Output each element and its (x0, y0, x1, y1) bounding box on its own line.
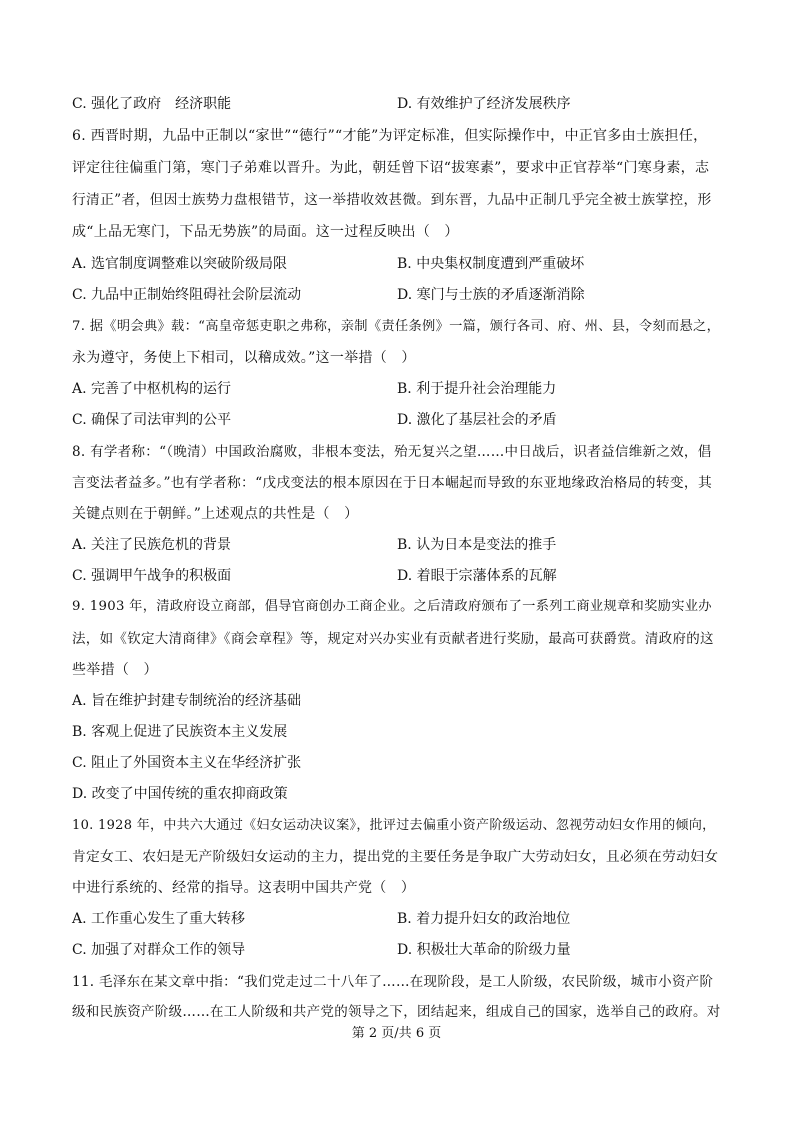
question-10-option-b: B. 着力提升妇女的政治地位 (397, 911, 571, 927)
question-10-line-2: 肯定女工、农妇是无产阶级妇女运动的主力，提出党的主要任务是争取广大劳动妇女，且必须在劳动妇女 (72, 849, 719, 865)
question-6-line-1: 6. 西晋时期，九品中正制以“家世”“德行”“才能”为评定标准，但实际操作中，中正官多由士族担任， (72, 128, 708, 144)
question-6-option-a: A. 选官制度调整难以突破阶级局限 (72, 256, 288, 272)
question-7-line-2: 永为遵守，务使上下相司，以稽成效。”这一举措（ ） (72, 350, 416, 366)
question-9-option-d: D. 改变了中国传统的重农抑商政策 (72, 786, 288, 802)
question-6-option-b: B. 中央集权制度遭到严重破坏 (397, 256, 585, 272)
question-10-line-1: 10. 1928 年，中共六大通过《妇女运动决议案》，批评过去偏重小资产阶级运动、忽视劳动妇女作用的倾向， (72, 818, 716, 833)
question-9-option-a: A. 旨在维护封建专制统治的经济基础 (72, 693, 302, 709)
question-8-line-2: 言变法者益多。”也有学者称：“戊戌变法的根本原因在于日本崛起而导致的东亚地缘政治格局的转变，其 (72, 475, 713, 491)
question-10-option-c: C. 加强了对群众工作的领导 (72, 942, 246, 958)
question-8-option-d: D. 着眼于宗藩体系的瓦解 (397, 568, 557, 584)
question-7-option-b: B. 利于提升社会治理能力 (397, 381, 557, 397)
question-10-line-3: 中进行系统的、经常的指导。这表明中国共产党（ ） (72, 880, 416, 896)
question-6-line-4: 成“上品无寒门，下品无势族”的局面。这一过程反映出（ ） (72, 224, 459, 240)
option-c: C. 强化了政府 经济职能 (72, 96, 232, 112)
page-number: 第 2 页/共 6 页 (351, 1026, 442, 1041)
question-9-option-b: B. 客观上促进了民族资本主义发展 (72, 724, 288, 740)
question-9-line-3: 些举措（ ） (72, 662, 158, 678)
question-9-option-c: C. 阻止了外国资本主义在华经济扩张 (72, 755, 302, 771)
question-6-line-3: 行清正”者，但因士族势力盘根错节，这一举措收效甚微。到东晋，九品中正制几乎完全被士族掌控，形 (72, 192, 712, 208)
option-d: D. 有效维护了经济发展秩序 (397, 96, 571, 112)
question-6-option-c: C. 九品中正制始终阻碍社会阶层流动 (72, 287, 302, 303)
question-8-option-a: A. 关注了民族危机的背景 (72, 537, 232, 553)
question-8-option-b: B. 认为日本是变法的推手 (397, 537, 557, 553)
question-7-line-1: 7. 据《明会典》载：“高皇帝惩吏职之弗称，亲制《责任条例》一篇，颁行各司、府、州、县，令刻而悬之， (72, 319, 721, 334)
question-11-line-2: 级和民族资产阶级……在工人阶级和共产党的领导之下，团结起来，组成自己的国家，选举自己的政府。对 (72, 1004, 721, 1020)
question-7-option-c: C. 确保了司法审判的公平 (72, 412, 232, 428)
question-11-line-1: 11. 毛泽东在某文章中指：“我们党走过二十八年了……在现阶段，是工人阶级，农民阶级，城市小资产阶 (72, 974, 714, 990)
question-6-line-2: 评定往往偏重门第，寒门子弟难以晋升。为此，朝廷曾下诏“拔寒素”，要求中正官荐举“门寒身素，志 (72, 160, 710, 176)
question-8-line-3: 关键点则在于朝鲜。”上述观点的共性是（ ） (72, 506, 359, 522)
question-9-line-2: 法，如《钦定大清商律》《商会章程》等，规定对兴办实业有贡献者进行奖励，最高可获爵赏。清政府的这 (72, 631, 714, 647)
question-10-option-d: D. 积极壮大革命的阶级力量 (397, 942, 571, 958)
question-9-line-1: 9. 1903 年，清政府设立商部，倡导官商创办工商企业。之后清政府颁布了一系列工商业规章和奖励实业办 (72, 599, 712, 614)
question-7-option-a: A. 完善了中枢机构的运行 (72, 381, 232, 397)
question-6-option-d: D. 寒门与士族的矛盾逐渐消除 (397, 287, 585, 303)
question-7-option-d: D. 激化了基层社会的矛盾 (397, 412, 557, 428)
question-8-line-1: 8. 有学者称：“（晚清）中国政治腐败，非根本变法，殆无复兴之望……中日战后，识者益信维新之效，倡 (72, 444, 712, 460)
question-10-option-a: A. 工作重心发生了重大转移 (72, 911, 246, 927)
question-8-option-c: C. 强调甲午战争的积极面 (72, 568, 232, 584)
